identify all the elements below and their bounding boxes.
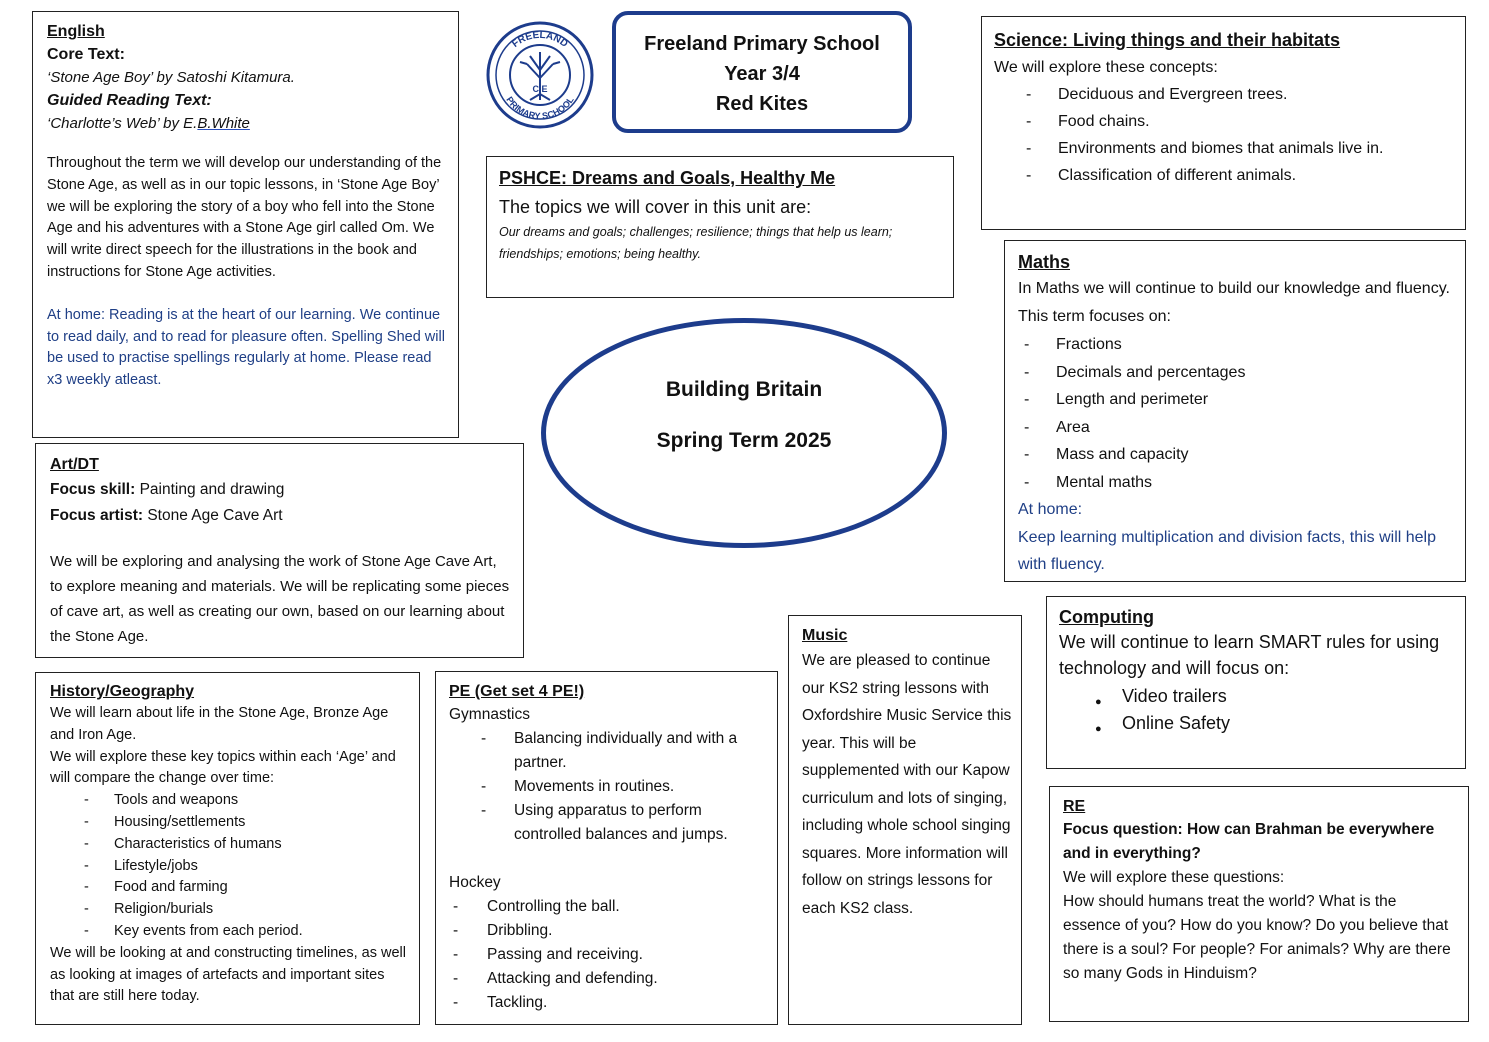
maths-home-text: Keep learning multiplication and division facts, this will help with fluency. bbox=[1018, 528, 1436, 573]
focus-skill: Focus skill: Painting and drawing bbox=[50, 481, 285, 498]
class-name: Red Kites bbox=[715, 93, 809, 115]
re-intro: We will explore these questions: bbox=[1063, 869, 1285, 886]
list-item: - Environments and biomes that animals live in. bbox=[1026, 135, 1465, 162]
core-text-title: ‘Stone Age Boy’ by Satoshi Kitamura. bbox=[47, 69, 295, 86]
list-item: - Fractions bbox=[1024, 331, 1465, 359]
logo-letters: C E bbox=[532, 84, 548, 94]
list-item: - Lifestyle/jobs bbox=[84, 856, 419, 878]
history-heading: History/Geography bbox=[50, 683, 195, 700]
maths-heading: Maths bbox=[1018, 252, 1071, 272]
logo-bottom-text: PRIMARY SCHOOL bbox=[504, 94, 576, 122]
maths-panel bbox=[1004, 240, 1466, 582]
pe-heading: PE (Get set 4 PE!) bbox=[449, 683, 585, 700]
english-heading: English bbox=[47, 23, 105, 40]
list-item: - Controlling the ball. bbox=[453, 895, 777, 919]
school-header bbox=[612, 11, 912, 133]
history-intro-2: We will explore these key topics within each ‘Age’ and will compare the change over time: bbox=[50, 748, 396, 787]
pe-panel bbox=[435, 671, 778, 1025]
re-focus-question: Focus question: How can Brahman be everywhere and in everything? bbox=[1063, 821, 1435, 862]
maths-list bbox=[1024, 331, 1465, 496]
list-item: ● Video trailers bbox=[1095, 683, 1465, 710]
term-label: Spring Term 2025 bbox=[656, 429, 832, 452]
list-item: - Classification of different animals. bbox=[1026, 162, 1465, 189]
re-heading: RE bbox=[1063, 798, 1086, 815]
list-item: - Food chains. bbox=[1026, 108, 1465, 135]
science-list bbox=[1026, 81, 1465, 189]
list-item: - Length and perimeter bbox=[1024, 386, 1465, 414]
hockey-label: Hockey bbox=[449, 874, 501, 891]
list-item: - Mass and capacity bbox=[1024, 441, 1465, 469]
list-item: - Attacking and defending. bbox=[453, 967, 777, 991]
art-heading: Art/DT bbox=[50, 456, 99, 473]
list-item: - Deciduous and Evergreen trees. bbox=[1026, 81, 1465, 108]
pshce-topics: Our dreams and goals; challenges; resilience; things that help us learn; friendships; emotions; being healthy. bbox=[499, 225, 893, 261]
maths-home-label: At home: bbox=[1018, 501, 1083, 518]
core-text-label: Core Text: bbox=[47, 46, 125, 63]
gymnastics-list bbox=[481, 727, 777, 847]
maths-intro: In Maths we will continue to build our knowledge and fluency. This term focuses on: bbox=[1018, 280, 1450, 325]
english-panel bbox=[32, 11, 459, 438]
list-item: - Movements in routines. bbox=[481, 775, 765, 799]
school-logo bbox=[485, 20, 595, 130]
music-panel bbox=[788, 615, 1022, 1025]
logo-top-text: FREELAND bbox=[510, 29, 570, 50]
computing-intro: We will continue to learn SMART rules for using technology and will focus on: bbox=[1059, 632, 1440, 678]
history-list bbox=[84, 790, 419, 943]
list-item: - Dribbling. bbox=[453, 919, 777, 943]
pshce-panel bbox=[486, 156, 954, 298]
list-item: - Key events from each period. bbox=[84, 921, 419, 943]
pshce-heading: PSHCE: Dreams and Goals, Healthy Me bbox=[499, 168, 836, 188]
art-description: We will be exploring and analysing the work of Stone Age Cave Art, to explore meaning and materials. We will be replicating some pieces of cave art, as well as creating our own, based on our learning about the Stone Age. bbox=[50, 553, 510, 645]
music-description: We are pleased to continue our KS2 string lessons with Oxfordshire Music Service this year. This will be supplemented with our Kapow curriculum and lots of singing, including whole school singing squares. More information will follow on strings lessons for each KS2 class. bbox=[802, 652, 1012, 917]
list-item: - Religion/burials bbox=[84, 899, 419, 921]
science-intro: We will explore these concepts: bbox=[994, 59, 1218, 76]
science-panel bbox=[981, 16, 1466, 230]
list-item: - Balancing individually and with a partner. bbox=[481, 727, 765, 775]
list-item: - Mental maths bbox=[1024, 469, 1465, 497]
english-description: Throughout the term we will develop our understanding of the Stone Age, as well as in our topic lessons, in ‘Stone Age Boy’ we will be exploring the story of a boy who fell into the Stone Age and his adventures with a Stone Age girl called Om. We will write direct speech for the illustrations in the book and instructions for Stone Age activities. bbox=[47, 155, 442, 280]
school-name: Freeland Primary School bbox=[644, 33, 880, 55]
list-item: - Passing and receiving. bbox=[453, 943, 777, 967]
re-panel bbox=[1049, 786, 1469, 1022]
computing-list bbox=[1095, 683, 1465, 737]
focus-artist: Focus artist: Stone Age Cave Art bbox=[50, 507, 283, 524]
list-item: - Decimals and percentages bbox=[1024, 359, 1465, 387]
gymnastics-label: Gymnastics bbox=[449, 706, 530, 723]
list-item: - Characteristics of humans bbox=[84, 834, 419, 856]
computing-panel bbox=[1046, 596, 1466, 769]
english-at-home: At home: Reading is at the heart of our learning. We continue to read daily, and to read for pleasure often. Spelling Shed will be used to practise spellings regularly at home. Please read x3 weekly atleast. bbox=[47, 306, 445, 389]
year-group: Year 3/4 bbox=[724, 63, 800, 85]
list-item: - Tools and weapons bbox=[84, 790, 419, 812]
list-item: - Tackling. bbox=[453, 991, 777, 1015]
history-intro-1: We will learn about life in the Stone Age, Bronze Age and Iron Age. bbox=[50, 705, 389, 743]
re-questions: How should humans treat the world? What is the essence of you? How do you know? Do you believe that there is a soul? For people? For animals? Why are there so many Gods in Hinduism? bbox=[1063, 893, 1451, 982]
topic-title: Building Britain bbox=[665, 378, 823, 401]
art-panel bbox=[35, 443, 524, 658]
history-outro: We will be looking at and constructing timelines, as well as looking at images of artefacts and important sites that are still here today. bbox=[50, 944, 406, 1005]
music-heading: Music bbox=[802, 627, 848, 644]
hockey-list bbox=[453, 895, 777, 1015]
pshce-intro: The topics we will cover in this unit are: bbox=[499, 197, 812, 217]
science-heading: Science: Living things and their habitats bbox=[994, 30, 1341, 50]
history-panel bbox=[35, 672, 420, 1025]
computing-heading: Computing bbox=[1059, 607, 1154, 627]
guided-reading-label: Guided Reading Text: bbox=[47, 92, 212, 109]
list-item: - Housing/settlements bbox=[84, 812, 419, 834]
guided-reading-title: ‘Charlotte’s Web’ by E.B.White bbox=[47, 115, 250, 132]
topic-ellipse bbox=[541, 318, 947, 548]
list-item: ● Online Safety bbox=[1095, 710, 1465, 737]
list-item: - Food and farming bbox=[84, 877, 419, 899]
list-item: - Using apparatus to perform controlled balances and jumps. bbox=[481, 799, 765, 847]
list-item: - Area bbox=[1024, 414, 1465, 442]
